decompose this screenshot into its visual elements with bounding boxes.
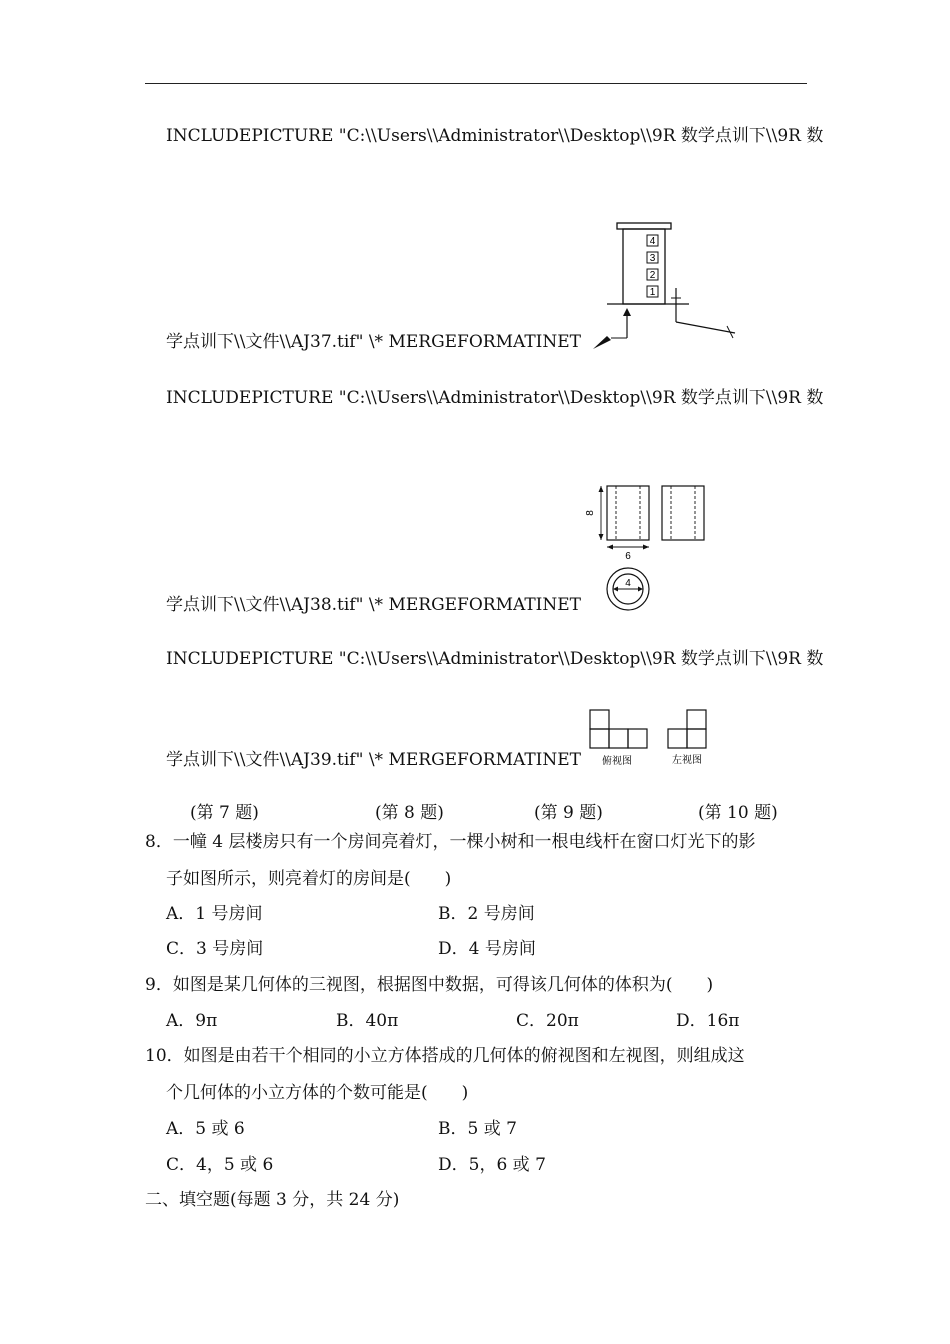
option-b: B．2 号房间 bbox=[438, 904, 535, 924]
section-heading: 二、填空题(每题 3 分，共 24 分) bbox=[145, 1190, 400, 1210]
figure-caption: (第 8 题) bbox=[375, 803, 444, 823]
height-label: 8 bbox=[585, 510, 596, 516]
room-label: 2 bbox=[649, 270, 656, 281]
field-code-line: 学点训下\\文件\\AJ38.tif" \* MERGEFORMATINET bbox=[166, 595, 582, 615]
cube-views-figure bbox=[585, 706, 715, 768]
room-label: 3 bbox=[649, 253, 656, 264]
option-c: C．3 号房间 bbox=[166, 939, 264, 959]
option-d: D．4 号房间 bbox=[438, 939, 536, 959]
question-8-text: 8．一幢 4 层楼房只有一个房间亮着灯，一棵小树和一根电线杆在窗口灯光下的影 bbox=[145, 832, 756, 852]
room-label: 4 bbox=[649, 236, 656, 247]
option-c: C．20π bbox=[516, 1011, 579, 1031]
option-d: D．5，6 或 7 bbox=[438, 1155, 546, 1175]
field-code-line: INCLUDEPICTURE "C:\\Users\\Administrator\\Desktop\\9R 数学点训下\\9R 数 bbox=[166, 388, 824, 408]
width-label: 6 bbox=[625, 551, 631, 562]
left-view-label: 左视图 bbox=[672, 755, 702, 766]
field-code-line: 学点训下\\文件\\AJ39.tif" \* MERGEFORMATINET bbox=[166, 750, 582, 770]
figure-caption: (第 7 题) bbox=[190, 803, 259, 823]
top-view-label: 俯视图 bbox=[602, 756, 632, 767]
question-10-text: 个几何体的小立方体的个数可能是( ) bbox=[166, 1083, 469, 1103]
three-view-figure bbox=[585, 480, 710, 612]
figure-caption: (第 10 题) bbox=[698, 803, 778, 823]
option-c: C．4，5 或 6 bbox=[166, 1155, 274, 1175]
header-rule bbox=[145, 83, 807, 84]
question-9-text: 9．如图是某几何体的三视图，根据图中数据，可得该几何体的体积为( ) bbox=[145, 975, 714, 995]
circle-label: 4 bbox=[625, 578, 631, 589]
option-b: B．5 或 7 bbox=[438, 1119, 517, 1139]
figure-caption: (第 9 题) bbox=[534, 803, 603, 823]
field-code-line: INCLUDEPICTURE "C:\\Users\\Administrator\\Desktop\\9R 数学点训下\\9R 数 bbox=[166, 126, 824, 146]
field-code-line: 学点训下\\文件\\AJ37.tif" \* MERGEFORMATINET bbox=[166, 332, 582, 352]
option-a: A．1 号房间 bbox=[166, 904, 263, 924]
option-d: D．16π bbox=[676, 1011, 740, 1031]
field-code-line: INCLUDEPICTURE "C:\\Users\\Administrator\\Desktop\\9R 数学点训下\\9R 数 bbox=[166, 649, 824, 669]
option-a: A．9π bbox=[166, 1011, 218, 1031]
question-10-text: 10．如图是由若干个相同的小立方体搭成的几何体的俯视图和左视图，则组成这 bbox=[145, 1046, 745, 1066]
option-a: A．5 或 6 bbox=[166, 1119, 245, 1139]
option-b: B．40π bbox=[336, 1011, 399, 1031]
room-label: 1 bbox=[649, 287, 656, 298]
building-shadow-figure bbox=[585, 218, 745, 353]
question-8-text: 子如图所示，则亮着灯的房间是( ) bbox=[166, 869, 452, 889]
